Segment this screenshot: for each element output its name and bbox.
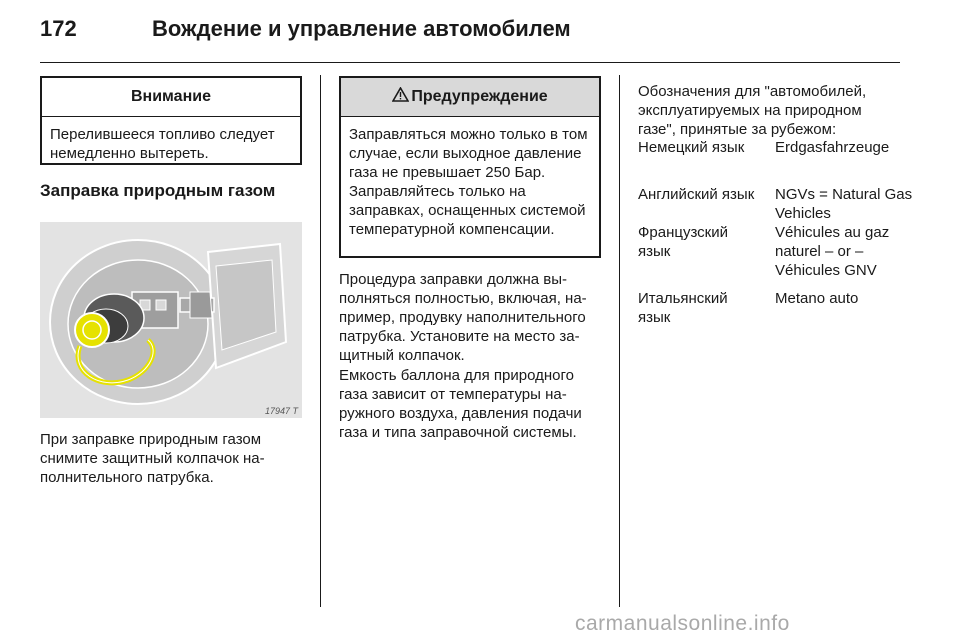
designations-table <box>638 138 928 329</box>
table-row <box>638 289 928 329</box>
page-number: 172 <box>40 16 77 41</box>
table-row <box>638 185 928 223</box>
table-row <box>638 138 928 185</box>
notice-title: Внимание <box>42 78 300 117</box>
capacity-paragraph: Емкость баллона для природного газа зависит от температуры наружного воздуха, давления подачи газа и типа заправочной системы. <box>339 367 582 441</box>
term-cell: Véhicules au gaz naturel – or – Véhicules GNV <box>775 224 890 279</box>
page-title: Вождение и управление автомобилем <box>152 16 571 41</box>
language-cell: Английский язык <box>638 186 755 203</box>
warning-header <box>341 78 599 117</box>
page-header <box>40 16 910 50</box>
language-cell: Французский язык <box>638 224 728 260</box>
caption-paragraph: При заправке природным газом снимите защитный колпачок наполнительного патрубка. <box>40 431 265 486</box>
designations-intro: Обозначения для "автомобилей, эксплуатируемых на природном газе", принятые за рубежом: <box>638 83 867 138</box>
term-cell: Metano auto <box>775 290 859 307</box>
term-cell: NGVs = Natural Gas Vehicles <box>775 186 913 222</box>
warning-text: Заправляться можно только в том случае, если выходное давление газа не превышает 250 Бар. Заправляйтесь только на заправках, оснащенных системой температурной компенсации. <box>349 126 588 238</box>
procedure-paragraph: Процедура заправки должна выполняться полностью, включая, например, продувку наполнительного патрубка. Установите на место защитный колпачок. <box>339 271 587 364</box>
term-cell: Erdgasfahrzeuge <box>775 139 890 156</box>
notice-text: Перелившееся топливо следует немедленно вытереть. <box>50 126 275 162</box>
section-title: Заправка природным газом <box>40 181 276 200</box>
column-divider-right <box>619 75 620 607</box>
warning-triangle-icon <box>392 87 409 107</box>
warning-title: Предупреждение <box>411 88 548 105</box>
column-divider-left <box>320 75 321 607</box>
table-row <box>638 223 928 289</box>
warning-box <box>339 76 601 258</box>
fuel-filler-illustration <box>40 222 302 418</box>
footer-watermark: carmanualsonline.info <box>575 612 790 635</box>
figure-code: 17947 T <box>264 406 298 416</box>
notice-box <box>40 76 302 165</box>
language-cell: Итальянский язык <box>638 290 728 326</box>
language-cell: Немецкий язык <box>638 139 745 156</box>
header-divider <box>40 62 900 63</box>
fuel-filler-drawing <box>40 222 302 418</box>
